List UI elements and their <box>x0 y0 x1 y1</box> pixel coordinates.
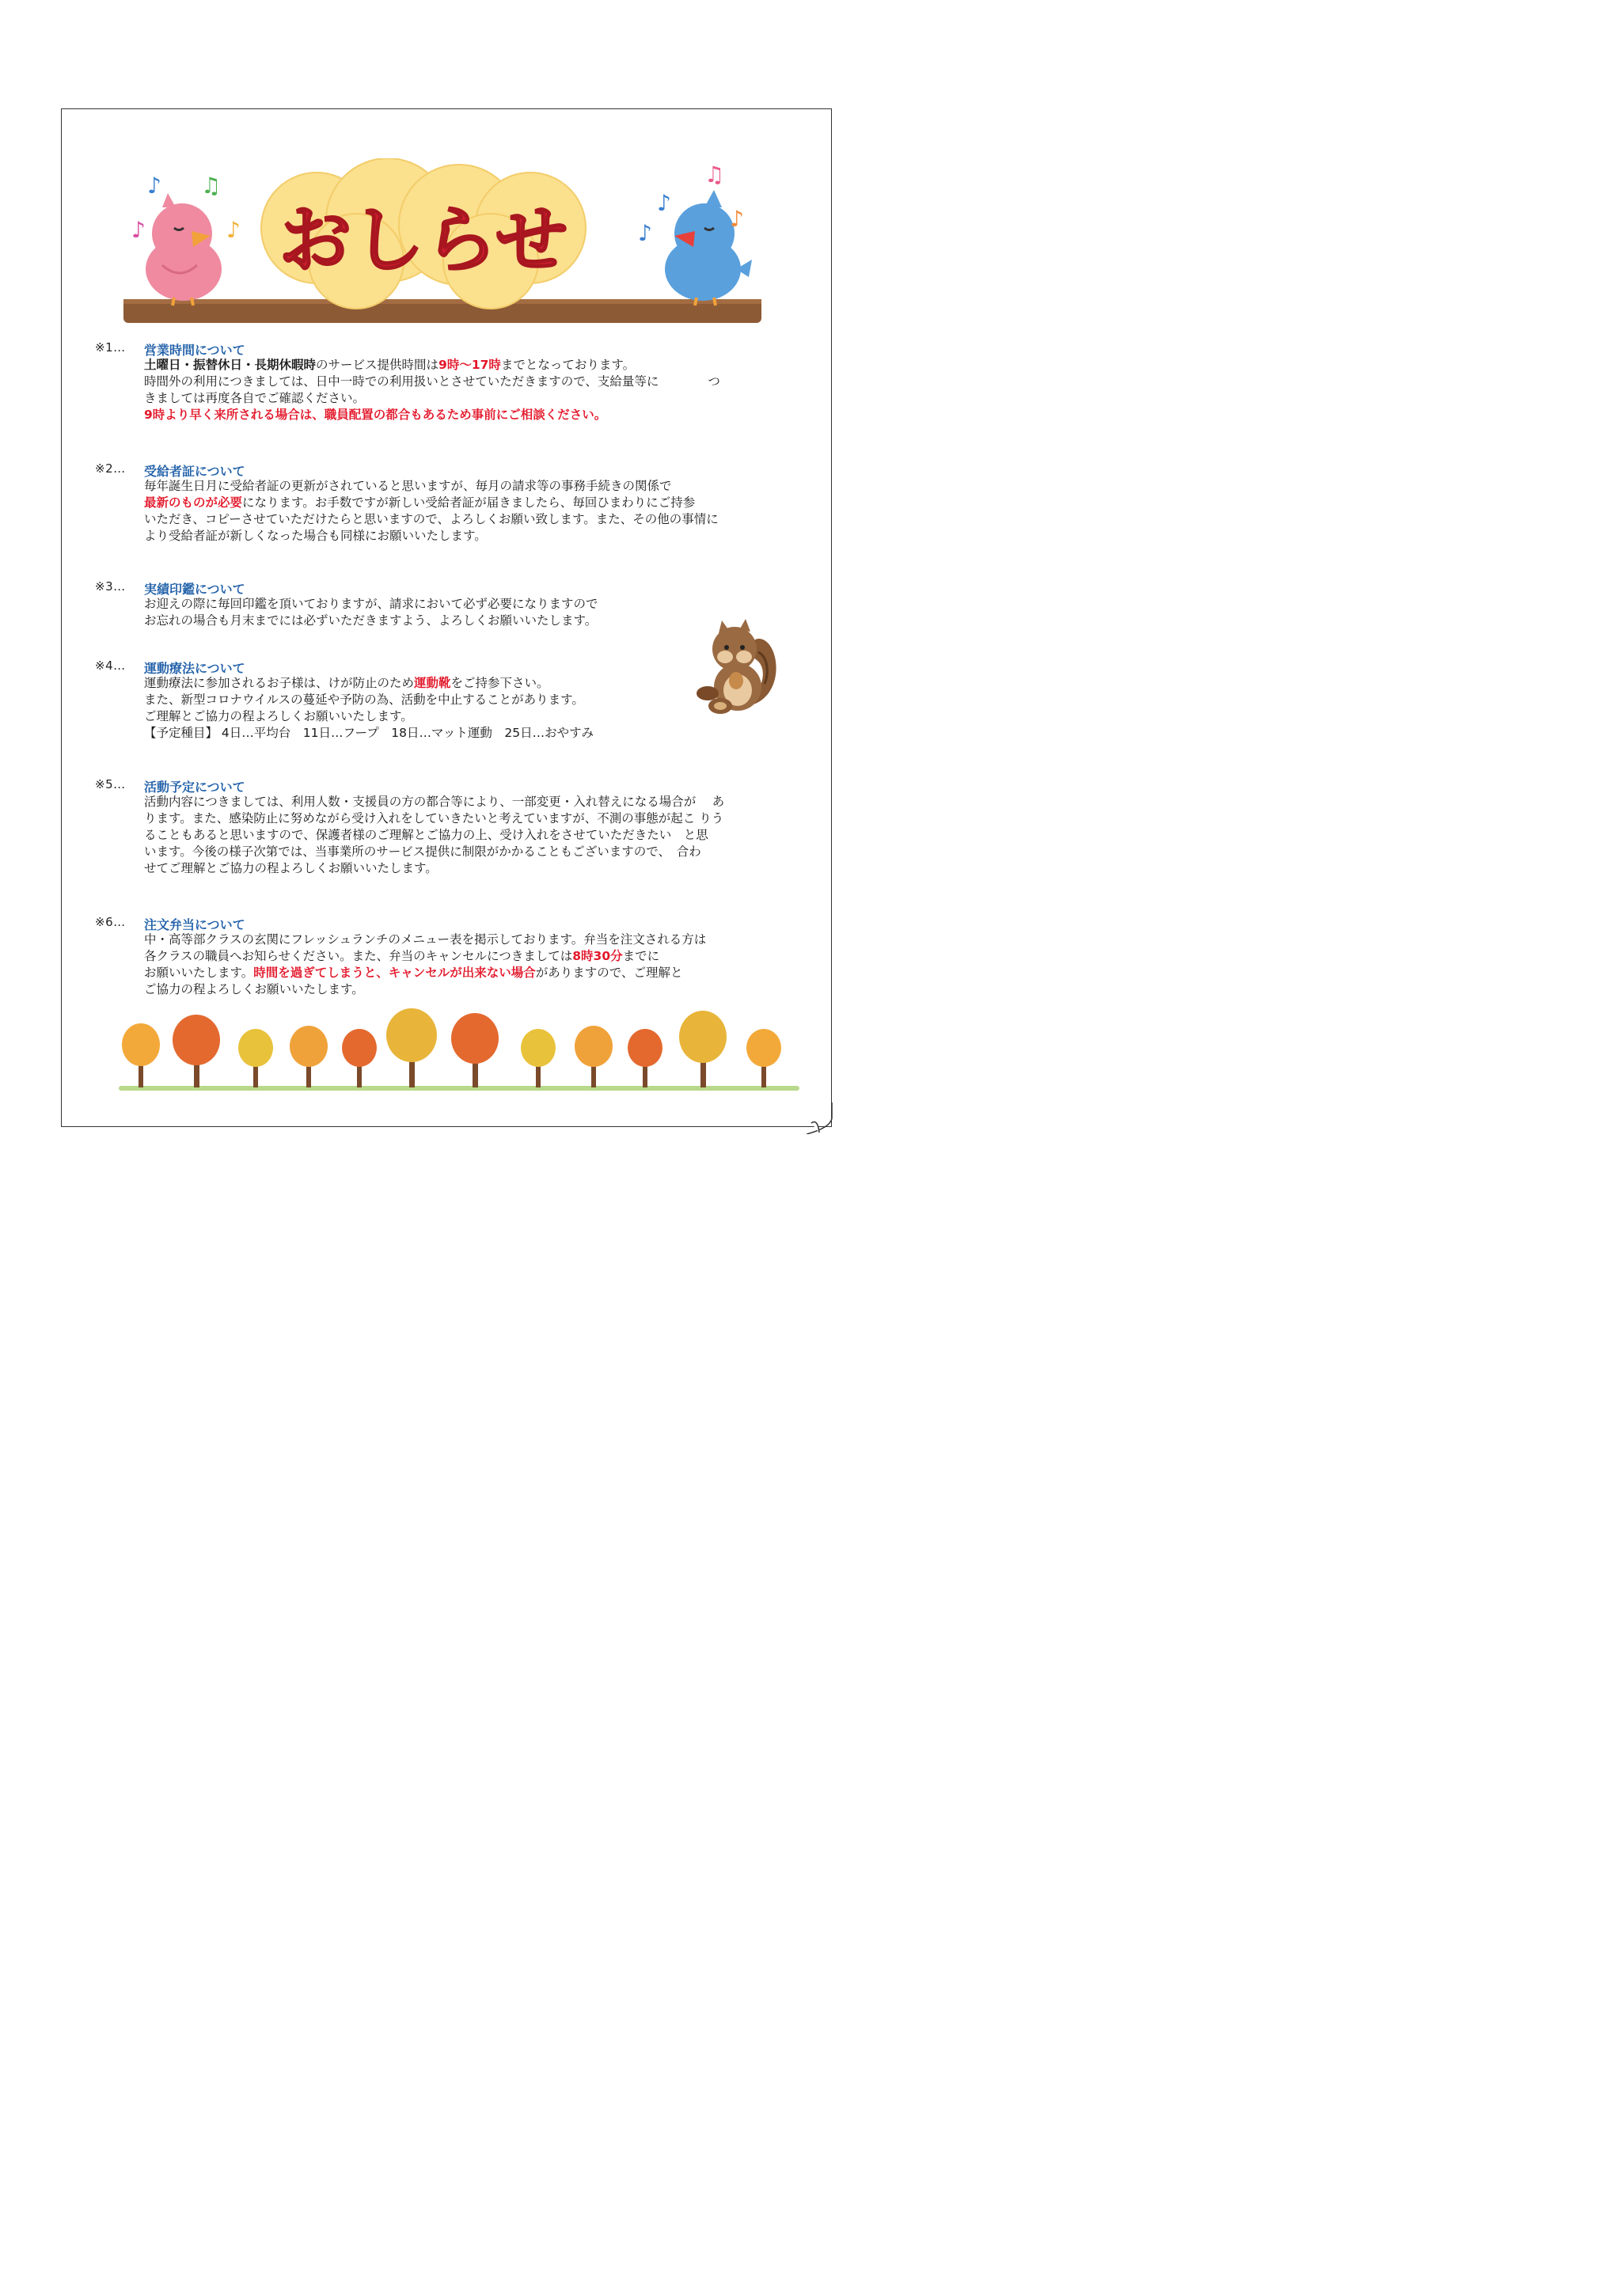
text-highlight: 運動靴 <box>414 676 451 690</box>
tree-icon <box>290 1026 328 1087</box>
body-line: ることもあると思いますので、保護者様のご理解とご協力の上、受け入れをさせていただきたい と思 <box>144 828 708 842</box>
body-line: 中・高等部クラスの玄関にフレッシュランチのメニュー表を掲示しております。弁当を注文される方は <box>144 932 707 947</box>
page-curl <box>807 1102 838 1134</box>
tree-icon <box>628 1029 662 1087</box>
body-line: 活動内容につきましては、利用人数・支援員の方の都合等により、一部変更・入れ替えになる場合が あ <box>144 795 725 809</box>
text-highlight: 9時～17時 <box>438 358 501 372</box>
body-line: お忘れの場合も月末までには必ずいただきますよう、よろしくお願いいたします。 <box>144 613 598 628</box>
ground <box>119 1086 799 1091</box>
body-line: ご協力の程よろしくお願いいたします。 <box>144 982 364 996</box>
body-line: ります。また、感染防止に努めながら受け入れをしていきたいと考えていますが、不測の事態が起こ りう <box>144 811 724 825</box>
text: までに <box>622 949 660 963</box>
section-title: 実績印鑑について <box>144 582 245 597</box>
text: までとなっております。 <box>500 358 636 372</box>
tree-icon <box>173 1015 220 1087</box>
body-line: 毎年誕生日月に受給者証の更新がされていると思いますが、毎月の請求等の事務手続きの関係で <box>144 479 672 493</box>
section-title: 運動療法について <box>144 661 245 676</box>
section-marker: ※3… <box>95 579 126 594</box>
tree-icon <box>122 1023 160 1087</box>
text: になります。お手数ですが新しい受給者証が届きましたら、毎回ひまわりにご持参 <box>242 495 696 510</box>
body-line <box>144 495 825 511</box>
text-highlight: 最新のものが必要 <box>144 495 243 510</box>
svg-text:♪: ♪ <box>730 206 744 232</box>
svg-text:♪: ♪ <box>226 217 241 243</box>
text: 各クラスの職員へお知らせください。また、弁当のキャンセルにつきましては <box>144 949 573 963</box>
text-bold: 土曜日・振替休日・長期休暇時 <box>144 358 317 372</box>
pink-bird-icon <box>146 193 222 306</box>
tree-icon <box>521 1029 556 1087</box>
text: 運動療法に参加されるお子様は、けが防止のため <box>144 676 415 690</box>
body-line: ご理解とご協力の程よろしくお願いいたします。 <box>144 709 413 723</box>
section-marker: ※4… <box>95 658 126 673</box>
tree-icon <box>451 1013 499 1087</box>
svg-text:♪: ♪ <box>657 190 671 216</box>
section-body <box>144 932 825 998</box>
body-line: お迎えの際に毎回印鑑を頂いておりますが、請求において必ず必要になりますので <box>144 597 598 611</box>
body-line <box>144 948 825 965</box>
section-body <box>144 357 825 423</box>
body-line <box>144 357 825 374</box>
text: をご持参下さい。 <box>450 676 549 690</box>
body-line: また、新型コロナウイルスの蔓延や予防の為、活動を中止することがあります。 <box>144 693 584 707</box>
section-marker: ※6… <box>95 915 126 929</box>
section-title: 活動予定について <box>144 780 245 795</box>
text: お願いいたします。 <box>144 966 254 980</box>
section-body <box>144 478 825 545</box>
section-marker: ※2… <box>95 461 126 476</box>
body-line <box>144 965 825 981</box>
body-line: 【予定種目】 4日…平均台 11日…フープ 18日…マット運動 25日…おやすみ <box>144 726 594 740</box>
tree-icon <box>342 1029 377 1087</box>
section-marker: ※5… <box>95 777 126 791</box>
banner-title: おしらせ <box>279 198 568 283</box>
tree-icon <box>238 1029 273 1087</box>
body-line: より受給者証が新しくなった場合も同様にお願いいたします。 <box>144 529 487 543</box>
body-line-highlight: 9時より早く来所される場合は、職員配置の都合もあるため事前にご相談ください。 <box>144 408 607 422</box>
banner-illustration <box>119 158 768 324</box>
text-highlight: 8時30分 <box>572 949 623 963</box>
svg-text:♫: ♫ <box>704 161 725 188</box>
tree-icon <box>679 1011 727 1087</box>
section-title: 営業時間について <box>144 343 245 358</box>
squirrel-icon <box>690 617 777 716</box>
body-line: いただき、コピーさせていただけたらと思いますので、よろしくお願い致します。また、その他の事情に <box>144 512 719 526</box>
autumn-trees-illustration <box>119 1007 799 1098</box>
body-line: せてご理解とご協力の程よろしくお願いいたします。 <box>144 861 438 875</box>
section-title: 注文弁当について <box>144 917 245 932</box>
tree-icon <box>575 1026 613 1087</box>
text: がありますので、ご理解と <box>535 966 683 980</box>
section-body <box>144 794 825 877</box>
body-line: 時間外の利用につきましては、日中一時での利用扱いとさせていただきますので、支給量等に つ <box>144 374 720 389</box>
svg-text:♪: ♪ <box>131 217 146 243</box>
text: のサービス提供時間は <box>316 358 439 372</box>
svg-text:♪: ♪ <box>638 220 652 246</box>
tree-icon <box>746 1029 781 1087</box>
section-marker: ※1… <box>95 340 126 355</box>
tree-icon <box>386 1008 437 1087</box>
body-line: います。今後の様子次第では、当事業所のサービス提供に制限がかかることもございますので、 合わ <box>144 844 701 859</box>
svg-text:♪: ♪ <box>147 173 161 199</box>
text-highlight: 時間を過ぎてしまうと、キャンセルが出来ない場合 <box>253 966 536 980</box>
svg-text:♫: ♫ <box>201 173 222 199</box>
section-title: 受給者証について <box>144 464 245 479</box>
body-line: きましては再度各自でご確認ください。 <box>144 391 366 405</box>
